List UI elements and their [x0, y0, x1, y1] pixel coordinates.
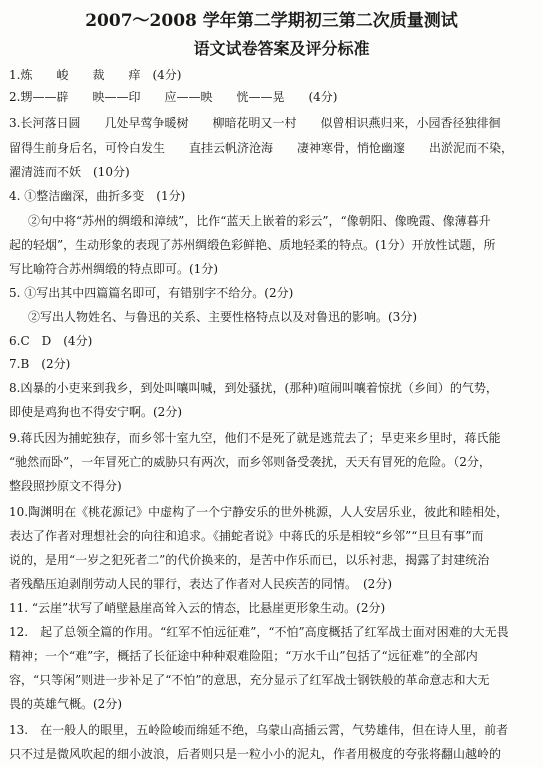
answer-line: 写比喻符合苏州绸缎的特点即可。(1分) — [9, 262, 218, 276]
answer-line: 7.B (2分) — [9, 357, 71, 371]
answer-line: 濯清涟而不妖 (10分) — [9, 165, 130, 179]
answer-line: 10.陶渊明在《桃花源记》中虚构了一个宁静安乐的世外桃源，人人安居乐业，彼此和睦相处， — [9, 505, 509, 519]
answer-line: 8.凶暴的小吏来到我乡，到处叫嚷叫喊，到处骚扰，(那种)喧闹叫嚷着惊扰（乡间）的气势， — [9, 381, 498, 395]
answer-line: 3.长河落日圆 几处早莺争暖树 柳暗花明又一村 似曾相识燕归来，小园香径独徘徊 — [9, 116, 501, 130]
answer-line: 畏的英雄气概。(2分) — [9, 697, 122, 711]
answer-line: 6.C D (4分) — [9, 334, 93, 348]
answer-line: 容，“只等闲”则进一步补足了“不怕”的意思，充分显示了红军战士钢铁般的革命意志和大无 — [9, 673, 490, 687]
answer-line: 2.甥——辟 映——印 应——映 恍——晃 (4分) — [9, 90, 338, 104]
page-subtitle — [0, 36, 543, 59]
answer-line: 11. “云崖”状写了峭壁悬崖高耸入云的情态，比悬崖更形象生动。(2分) — [9, 601, 386, 615]
page-title: 2007～2008 学年第二学期初三第二次质量测试 — [85, 11, 458, 31]
answer-line: 4. ①整洁幽深，曲折多变 (1分) — [9, 189, 186, 203]
answer-line: ②句中将“苏州的绸缎和漳绒”，比作“蓝天上嵌着的彩云”，“像朝阳、像晚霞、像薄暮升 — [28, 214, 491, 228]
answer-line: 12. 起了总领全篇的作用。“红军不怕远征难”，“不怕”高度概括了红军战士面对困难的大无畏 — [9, 625, 509, 639]
answer-line: 精神；一个“难”字，概括了长征途中种种艰难险阻；“万水千山”包括了“远征难”的全部内 — [9, 649, 478, 663]
answer-line: 只不过是微风吹起的细小波浪，后者则只是一粒小小的泥丸，作者用极度的夸张将翻山越岭的 — [9, 747, 502, 761]
answer-line: 说的，是用“一岁之犯死者二”的代价换来的，是苦中作乐而已，以乐衬悲，揭露了封建统治 — [9, 553, 490, 567]
answer-line: 9.蒋氏因为捕蛇独存，而乡邻十室九空，他们不是死了就是逃荒去了；旱吏来乡里时，蒋氏能 — [9, 431, 501, 445]
answer-line: 留得生前身后名，可怜白发生 直挂云帆济沧海 凄神寒骨，悄怆幽邃 出淤泥而不染， — [9, 141, 514, 155]
answer-line: 整段照抄原文不得分) — [9, 479, 122, 493]
page-subtitle-text: 语文试卷答案及评分标准 — [193, 39, 370, 58]
answer-line: 5. ①写出其中四篇篇名即可，有错别字不给分。(2分) — [9, 286, 294, 300]
answer-line: 表达了作者对理想社会的向往和追求。《捕蛇者说》中蒋氏的乐是相较“乡邻”“旦旦有事”而 — [9, 529, 484, 543]
answer-line: 1.炼 峻 裁 痒 (4分) — [9, 68, 182, 82]
answer-line: 即使是鸡狗也不得安宁啊。(2分) — [9, 405, 182, 419]
answer-line: “驰然而卧”，一年冒死亡的威胁只有两次，而乡邻则备受袭扰，天天有冒死的危险。（2分， — [9, 455, 491, 469]
answer-line: 13. 在一般人的眼里，五岭险峻而绵延不绝，乌蒙山高插云霄，气势雄伟，但在诗人里，前者 — [9, 723, 509, 737]
answer-line: 者残酷压迫剥削劳动人民的罪行，表达了作者对人民疾苦的同情。 (2分) — [9, 577, 393, 591]
answer-line: 起的轻烟”，生动形象的表现了苏州绸缎色彩鲜艳、质地轻柔的特点。(1分）开放性试题，所 — [9, 238, 496, 252]
answer-line: ②写出人物姓名、与鲁迅的关系、主要性格特点以及对鲁迅的影响。(3分) — [28, 310, 418, 324]
